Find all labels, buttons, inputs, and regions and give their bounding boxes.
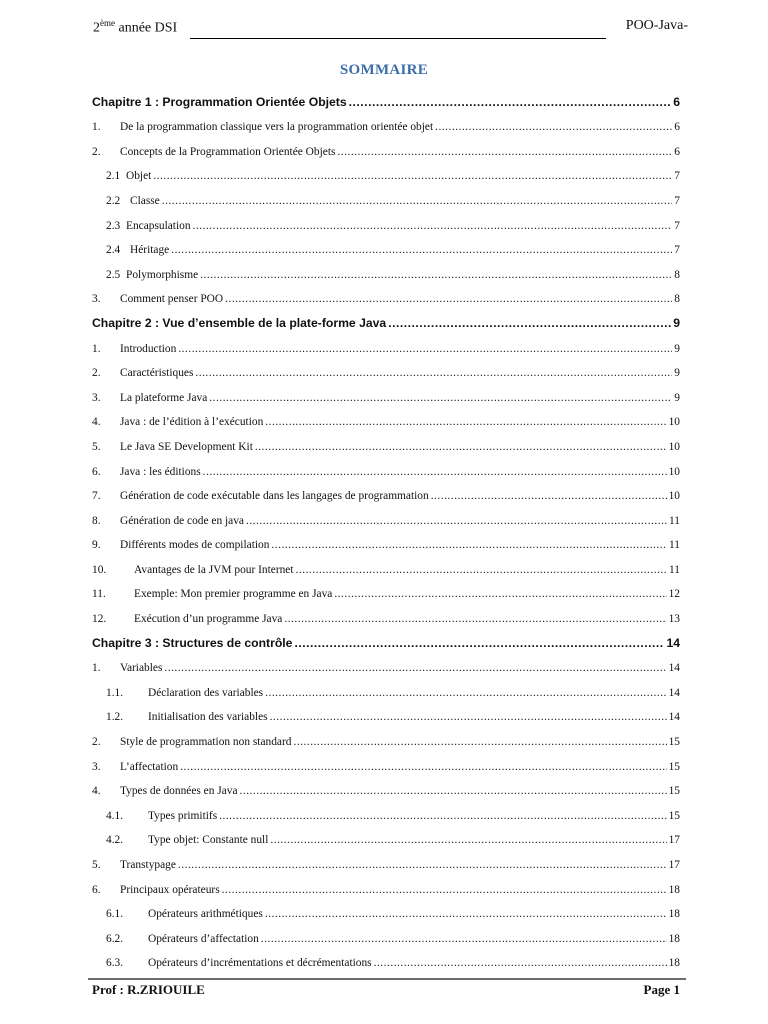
toc-leader-dots [178,343,672,355]
toc-entry-label: Différents modes de compilation [120,539,270,552]
toc-entry-number: 4.2. [106,834,124,847]
toc-entry-page: 11 [669,514,680,527]
toc-entry-page: 9 [674,367,680,380]
toc-entry-number: 1.2. [106,711,124,724]
toc-entry-number: 4.1. [106,809,124,822]
toc-entry-page: 15 [668,809,680,822]
toc-entry[interactable] [92,428,680,453]
toc-leader-dots [265,416,666,428]
toc-leader-dots [435,121,672,133]
toc-entry[interactable] [92,182,680,207]
toc-entry-label: Héritage [130,244,170,257]
toc-entry-number: 9. [92,539,101,552]
toc-entry[interactable] [92,330,680,355]
toc-entry[interactable] [92,822,680,847]
toc-entry-label: Opérateurs d’incrémentations et décrémentations [148,957,372,970]
toc-leader-dots [334,588,666,600]
page-title: SOMMAIRE [339,62,429,78]
toc-entry-label: Java : les éditions [120,465,201,478]
toc-entry-label: Classe [130,194,160,207]
toc-entry-label: Déclaration des variables [148,686,264,699]
toc-entry-number: 12. [92,613,107,626]
toc-chapter-entry[interactable] [92,84,680,109]
toc-entry[interactable] [92,846,680,871]
toc-entry-label: Caractéristiques [120,367,194,380]
toc-entry-page: 17 [668,834,680,847]
toc-entry[interactable] [92,232,680,257]
toc-entry-number: 2. [92,367,101,380]
table-of-contents [92,84,680,969]
toc-entry-number: 3. [92,760,101,773]
toc-leader-dots [294,636,664,650]
toc-entry-number: 6.1. [106,908,124,921]
toc-entry-label: Transtypage [120,859,176,871]
toc-entry-number: 3. [92,391,101,404]
toc-leader-dots [270,834,666,846]
toc-entry-number: 6.3. [106,957,124,970]
toc-leader-dots [270,711,667,723]
toc-entry-label: Comment penser POO [120,293,224,306]
toc-entry-number: 2.4 [106,244,121,257]
toc-entry-label: Opérateurs d’affectation [148,932,259,945]
toc-leader-dots [209,392,672,404]
toc-entry-page: 18 [668,957,680,970]
toc-entry[interactable] [92,576,680,601]
toc-leader-dots [178,859,667,871]
toc-entry[interactable] [92,453,680,478]
header-year: 2 [93,20,100,36]
toc-entry-number: 11. [92,588,106,601]
toc-entry-page: 17 [668,859,680,871]
toc-entry[interactable] [92,281,680,306]
toc-entry-number: 2. [92,145,101,158]
toc-entry[interactable] [92,748,680,773]
toc-leader-dots [222,884,667,896]
toc-entry-number: 2.1 [106,170,121,183]
toc-entry-number: 6.2. [106,932,124,945]
toc-entry-page: 14 [666,635,680,650]
toc-entry-number: 5. [92,859,101,871]
toc-entry-page: 9 [673,315,680,330]
toc-entry-page: 8 [674,268,680,281]
toc-entry[interactable] [92,674,680,699]
toc-leader-dots [271,539,667,551]
toc-entry-label: Exécution d’un programme Java [134,613,283,626]
toc-entry-number: 7. [92,490,101,503]
toc-leader-dots [153,170,672,182]
toc-entry-page: 10 [668,465,680,478]
toc-leader-dots [374,957,667,969]
toc-chapter-entry[interactable] [92,305,680,330]
toc-leader-dots [164,662,666,674]
toc-leader-dots [261,933,667,945]
toc-entry-page: 6 [674,145,680,158]
toc-entry-label: Type objet: Constante null [148,834,269,847]
header-class: année DSI [115,20,178,36]
toc-entry-label: Chapitre 1 : Programmation Orientée Objets [92,94,347,109]
toc-entry-page: 7 [674,244,680,257]
toc-entry[interactable] [92,699,680,724]
toc-entry[interactable] [92,158,680,183]
toc-entry-page: 8 [674,293,680,306]
toc-entry-number: 4. [92,416,101,429]
toc-leader-dots [203,466,667,478]
header-rule [190,38,606,39]
toc-entry-page: 15 [668,736,680,749]
toc-entry-label: Génération de code exécutable dans les langages de programmation [120,490,429,503]
footer-rule [88,978,686,980]
toc-entry-page: 10 [668,440,680,453]
toc-entry[interactable] [92,256,680,281]
toc-entry-page: 13 [668,613,680,626]
toc-leader-dots [193,220,673,232]
toc-leader-dots [200,269,672,281]
toc-entry-label: Principaux opérateurs [120,883,220,896]
toc-entry-page: 11 [669,563,680,576]
toc-entry-page: 15 [668,760,680,773]
toc-leader-dots [240,785,667,797]
toc-entry[interactable] [92,896,680,921]
toc-entry-number: 2.2 [106,194,121,207]
toc-leader-dots [255,441,667,453]
toc-entry-page: 9 [674,391,680,404]
toc-entry[interactable] [92,650,680,675]
toc-entry-label: Encapsulation [126,219,191,232]
toc-leader-dots [431,490,667,502]
toc-entry-label: Exemple: Mon premier programme en Java [134,588,333,601]
toc-leader-dots [284,613,666,625]
toc-entry[interactable] [92,871,680,896]
toc-entry-label: Le Java SE Development Kit [120,440,253,453]
toc-entry[interactable] [92,109,680,134]
toc-entry-page: 7 [674,170,680,183]
toc-entry-page: 10 [668,490,680,503]
toc-leader-dots [195,367,672,379]
toc-entry[interactable] [92,207,680,232]
toc-leader-dots [180,761,666,773]
toc-entry-label: La plateforme Java [120,391,208,404]
toc-entry-label: Chapitre 3 : Structures de contrôle [92,635,293,650]
toc-entry-number: 10. [92,563,107,576]
toc-entry[interactable] [92,600,680,625]
toc-leader-dots [296,564,668,576]
toc-entry-page: 6 [673,94,680,109]
toc-entry-number: 8. [92,514,101,527]
toc-leader-dots [265,687,666,699]
toc-entry[interactable] [92,355,680,380]
toc-entry-page: 7 [674,219,680,232]
toc-leader-dots [265,908,667,920]
toc-entry[interactable] [92,478,680,503]
toc-entry-page: 15 [668,785,680,798]
toc-entry-label: Avantages de la JVM pour Internet [134,563,294,576]
toc-entry-label: Types de données en Java [120,785,238,798]
toc-entry[interactable] [92,773,680,798]
toc-entry-label: Introduction [120,342,177,355]
toc-entry-number: 2.5 [106,268,121,281]
toc-entry[interactable] [92,379,680,404]
toc-entry-label: Génération de code en java [120,514,244,527]
toc-entry[interactable] [92,797,680,822]
toc-entry[interactable] [92,502,680,527]
toc-chapter-entry[interactable] [92,625,680,650]
toc-leader-dots [349,95,672,109]
toc-entry-label: Objet [126,170,152,183]
toc-entry-label: L’affectation [120,760,179,773]
toc-entry[interactable] [92,723,680,748]
toc-entry[interactable] [92,404,680,429]
toc-entry-label: Concepts de la Programmation Orientée Objets [120,145,336,158]
header-right: POO-Java- [625,18,688,33]
toc-entry-label: Style de programmation non standard [120,736,292,749]
toc-entry-label: Java : de l’édition à l’exécution [120,416,264,429]
header-year-sup: ème [100,18,115,28]
toc-leader-dots [388,316,671,330]
toc-leader-dots [219,810,666,822]
toc-entry-page: 18 [668,883,680,896]
toc-leader-dots [293,736,666,748]
toc-entry-number: 6. [92,465,101,478]
footer-page-number: Page 1 [643,982,680,997]
toc-entry-number: 6. [92,883,101,896]
toc-entry-page: 14 [668,686,680,699]
toc-entry[interactable] [92,133,680,158]
toc-entry[interactable] [92,945,680,970]
toc-entry-page: 14 [668,662,680,675]
toc-entry-number: 1. [92,342,101,355]
toc-entry-label: Chapitre 2 : Vue d’ensemble de la plate-forme Java [92,315,387,330]
toc-entry-label: De la programmation classique vers la programmation orientée objet [120,121,434,134]
toc-entry-number: 2.3 [106,219,121,232]
toc-entry-page: 18 [668,908,680,921]
toc-entry-label: Variables [120,662,163,675]
toc-entry-number: 1.1. [106,686,124,699]
toc-leader-dots [225,293,672,305]
toc-entry-page: 11 [669,539,680,552]
toc-entry-label: Opérateurs arithmétiques [148,908,263,921]
toc-leader-dots [162,195,673,207]
toc-entry-page: 9 [674,342,680,355]
footer-author: Prof : R.ZRIOUILE [92,982,205,997]
toc-entry-number: 1. [92,662,101,675]
toc-entry-number: 4. [92,785,101,798]
toc-entry-page: 12 [668,588,680,601]
toc-leader-dots [337,146,672,158]
toc-entry-number: 5. [92,440,101,453]
toc-entry[interactable] [92,551,680,576]
toc-entry-page: 14 [668,711,680,724]
toc-entry-label: Polymorphisme [126,268,199,281]
toc-entry-label: Types primitifs [148,809,218,822]
toc-entry[interactable] [92,920,680,945]
toc-entry-page: 10 [668,416,680,429]
toc-entry-page: 18 [668,932,680,945]
toc-entry[interactable] [92,527,680,552]
toc-leader-dots [246,515,667,527]
toc-entry-number: 2. [92,736,101,749]
header-left [93,18,177,37]
toc-leader-dots [171,244,672,256]
toc-entry-page: 7 [674,194,680,207]
toc-entry-page: 6 [674,121,680,134]
toc-entry-label: Initialisation des variables [148,711,268,724]
toc-entry-number: 1. [92,121,101,134]
toc-entry-number: 3. [92,293,101,306]
